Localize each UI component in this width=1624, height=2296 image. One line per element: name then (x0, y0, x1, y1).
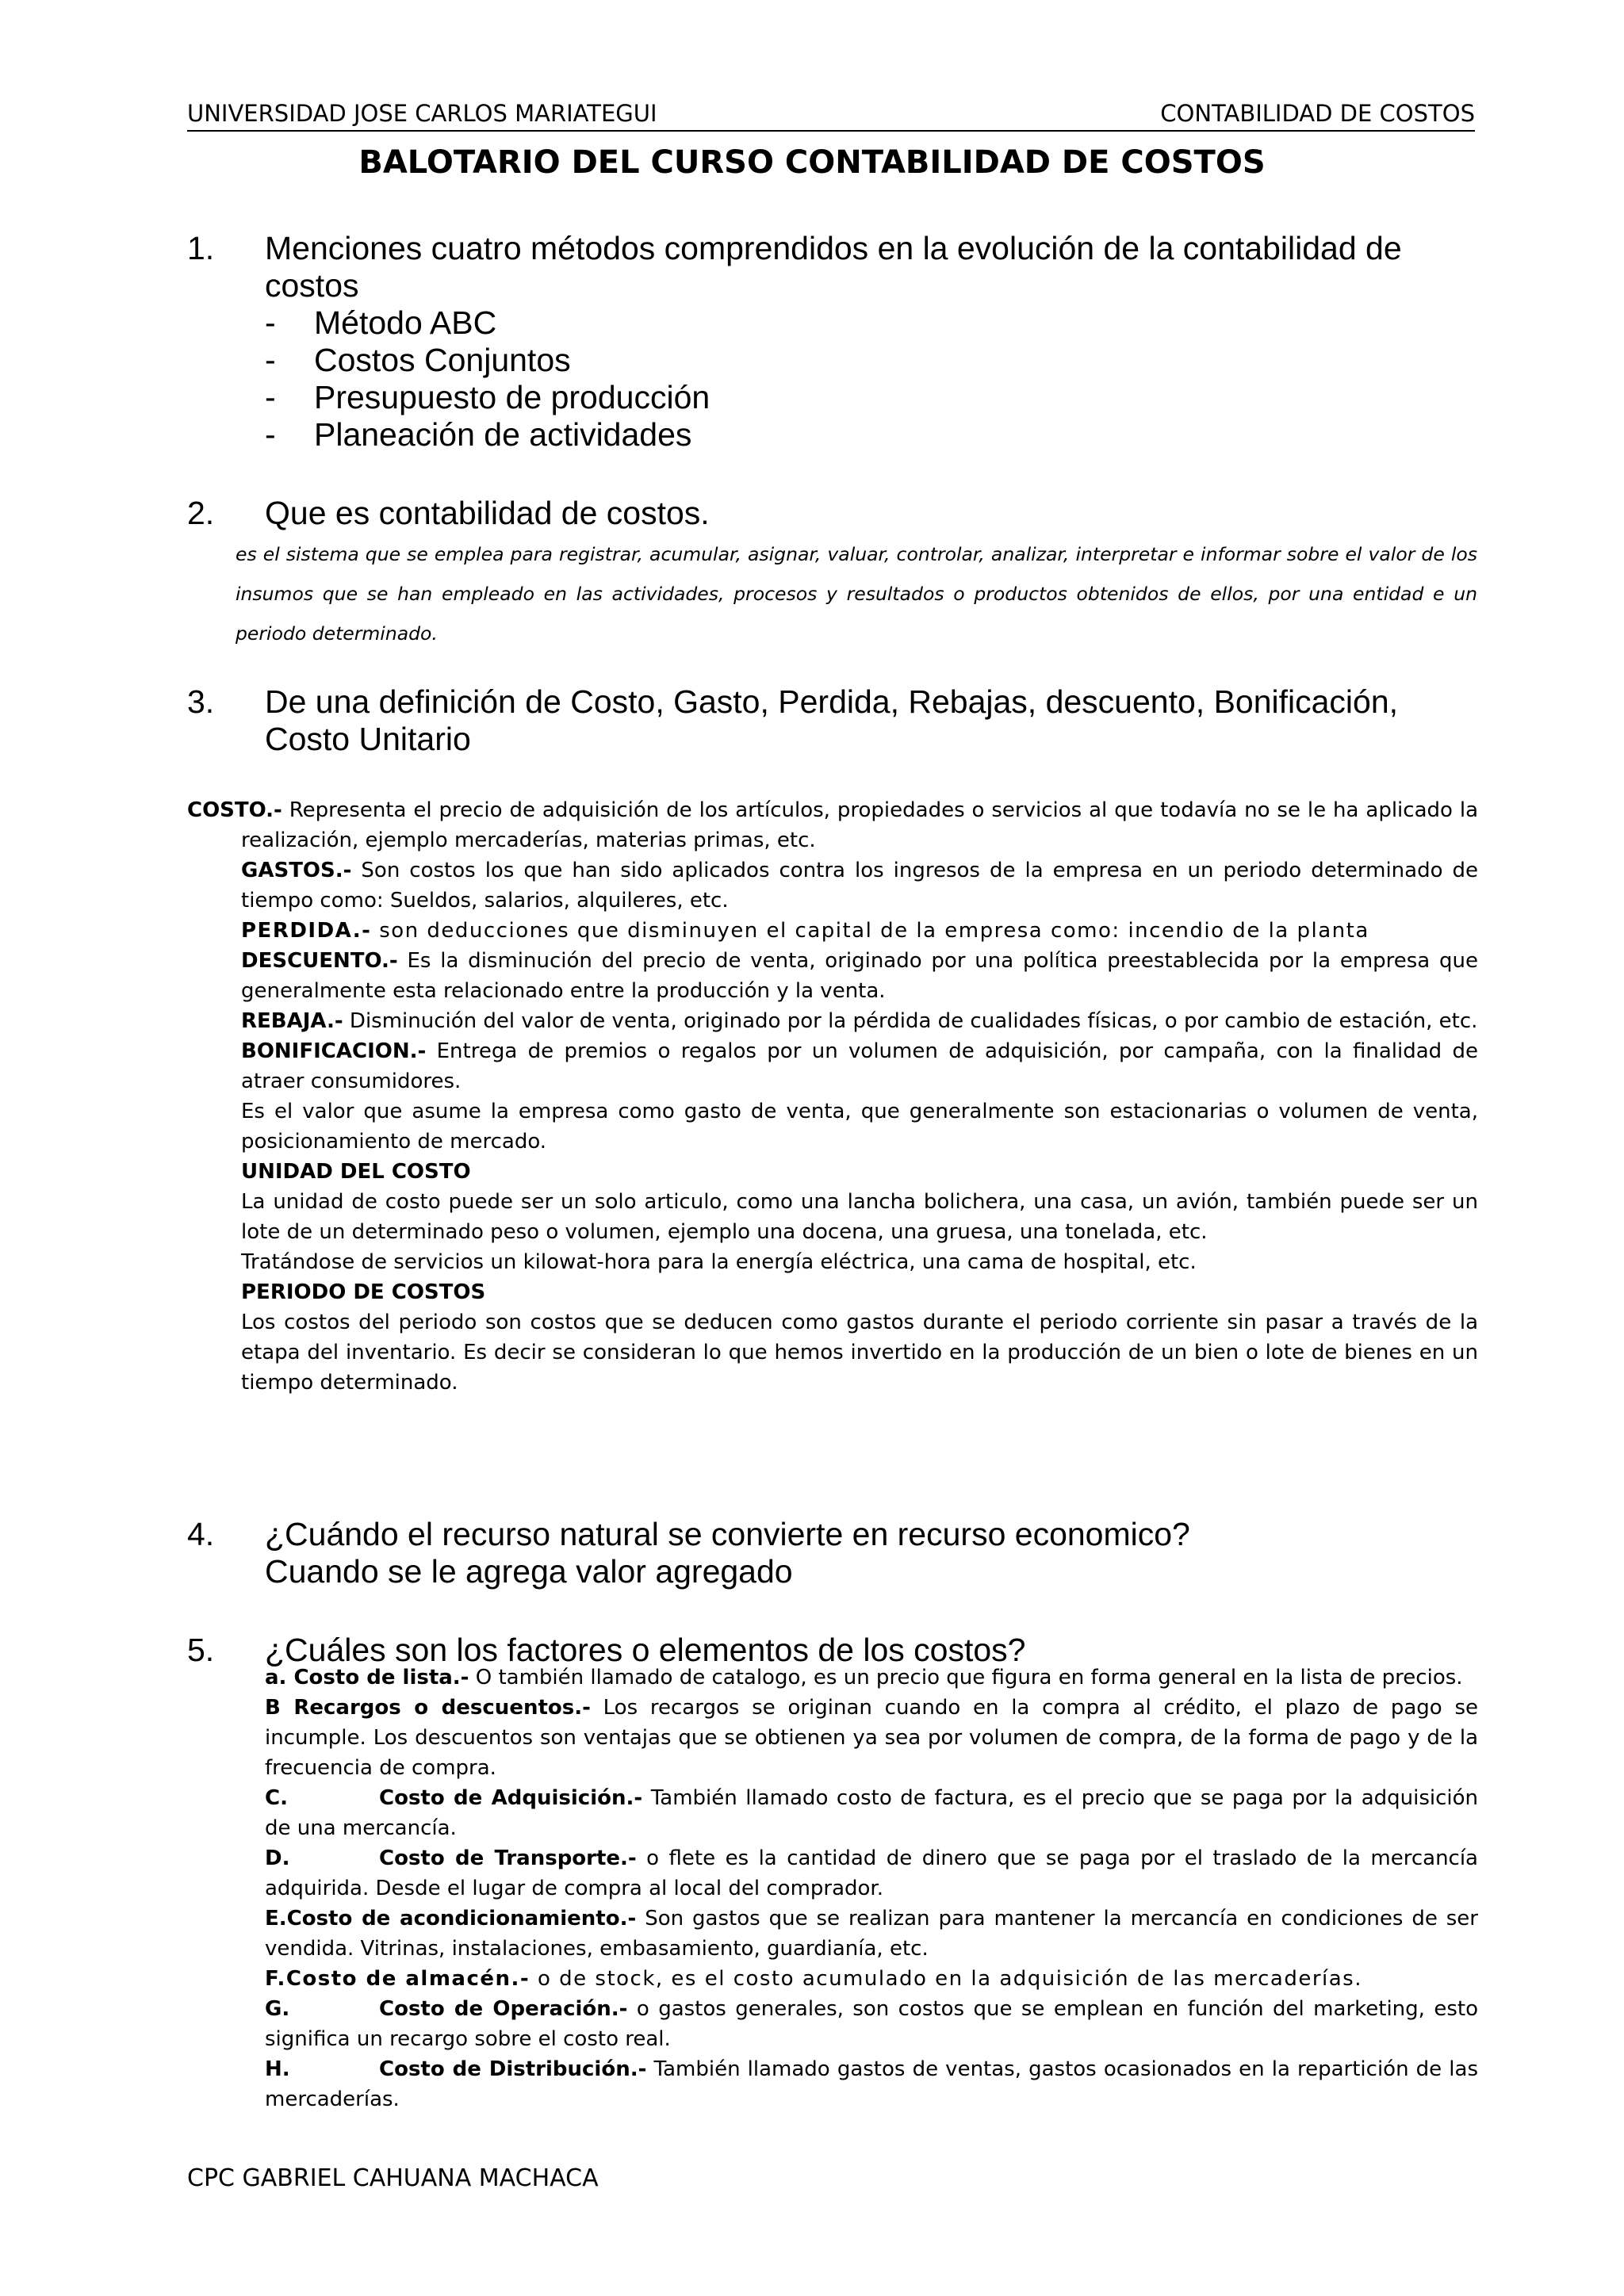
term-text: Son costos los que han sido aplicados contra los ingresos de la empresa en un periodo determinado de tiempo como: Sueldos, salarios, alquileres, etc. (241, 859, 1478, 913)
term-text: Los recargos se originan cuando en la compra al crédito, el plazo de pago se incumple. Los descuentos son ventajas que se obtienen ya sea por volumen de compra, de la forma de pago y de la frecuencia de compra. (265, 1696, 1478, 1780)
term-label: Costo de Transporte.- (379, 1846, 637, 1870)
list-item: Presupuesto de producción (314, 379, 710, 415)
factor-a (265, 1663, 1478, 1693)
factor-f (265, 1964, 1478, 1994)
factor-d (265, 1843, 1478, 1904)
list-item: Método ABC (314, 304, 497, 341)
factor-h (265, 2054, 1478, 2114)
factor-g (265, 1994, 1478, 2054)
answer-4: Cuando se le agrega valor agregado (265, 1553, 793, 1590)
term-label: PERDIDA.- (241, 919, 372, 943)
term-text: o gastos generales, son costos que se emplean en función del marketing, esto significa un recargo sobre el costo real. (265, 1997, 1478, 2051)
term-label: F.Costo de almacén.- (265, 1967, 530, 1991)
definition-costo (187, 795, 1478, 855)
question-text: ¿Cuáles son los factores o elementos de los costos? (265, 1632, 1026, 1668)
page-title: BALOTARIO DEL CURSO CONTABILIDAD DE COSTOS (358, 144, 1266, 181)
answer-2: es el sistema que se emplea para registrar, acumular, asignar, valuar, controlar, analizar, interpretar e informar sobre el valor de los insumos que se han empleado en las actividades, procesos y resultados o productos obtenidos de ellos, por una entidad e un periodo determinado. (236, 543, 1477, 645)
term-text: También llamado gastos de ventas, gastos ocasionados en la repartición de las mercaderías. (265, 2057, 1478, 2111)
term-letter: D. (265, 1846, 290, 1870)
term-label: Costo de Adquisición.- (379, 1786, 643, 1810)
term-text: son deducciones que disminuyen el capital de la empresa como: incendio de la planta (371, 919, 1369, 943)
question-number: 5. (187, 1632, 215, 1668)
factor-e (265, 1904, 1478, 1964)
bonificacion-detail: Es el valor que asume la empresa como gasto de venta, que generalmente son estacionarias o volumen de venta, posicionamiento de mercado. (241, 1100, 1478, 1154)
question-4 (0, 1516, 1624, 1595)
term-label: BONIFICACION.- (241, 1039, 427, 1063)
term-label: REBAJA.- (241, 1009, 343, 1033)
term-label: E.Costo de acondicionamiento.- (265, 1907, 637, 1931)
term-letter: C. (265, 1786, 288, 1810)
definition-bonificacion (241, 1036, 1478, 1096)
unidad-text: La unidad de costo puede ser un solo articulo, como una lancha bolichera, una casa, un avión, también puede ser un lote de un determinado peso o volumen, ejemplo una docena, una gruesa, una tonelada, etc. (241, 1190, 1478, 1244)
term-text: o de stock, es el costo acumulado en la adquisición de las mercaderías. (530, 1967, 1362, 1991)
definition-perdida (241, 916, 1478, 946)
question-text: Que es contabilidad de costos. (265, 495, 710, 531)
question-number: 4. (187, 1516, 215, 1552)
factor-b (265, 1693, 1478, 1783)
periodo-text: Los costos del periodo son costos que se deducen como gastos durante el periodo corriente sin pasar a través de la etapa del inventario. Es decir se consideran lo que hemos invertido en la producción de un bien o lote de bienes en un tiempo determinado. (241, 1311, 1478, 1395)
definition-gastos (241, 855, 1478, 916)
term-label: COSTO.- (187, 798, 282, 822)
question-number: 3. (187, 683, 215, 720)
term-label: Costo de Operación.- (379, 1997, 628, 2021)
term-letter: H. (265, 2057, 290, 2081)
definition-rebaja (241, 1006, 1478, 1036)
question-text-cont: Costo Unitario (265, 721, 471, 757)
term-label: DESCUENTO.- (241, 949, 398, 973)
term-text: O también llamado de catalogo, es un precio que figura en forma general en la lista de precios. (469, 1666, 1463, 1689)
question-number: 2. (187, 495, 215, 531)
list-item: Planeación de actividades (314, 416, 692, 453)
list-item: Costos Conjuntos (314, 342, 571, 378)
question-number: 1. (187, 230, 215, 266)
question-2 (0, 495, 1624, 534)
term-text: o flete es la cantidad de dinero que se paga por el traslado de la mercancía adquirida. Desde el lugar de compra al local del comprador. (265, 1846, 1478, 1900)
question-text: Menciones cuatro métodos comprendidos en la evolución de la contabilidad de (265, 230, 1402, 266)
term-label: Costo de Distribución.- (379, 2057, 647, 2081)
factor-c (265, 1783, 1478, 1843)
question-text: De una definición de Costo, Gasto, Perdida, Rebajas, descuento, Bonificación, (265, 683, 1399, 720)
term-text: Disminución del valor de venta, originado por la pérdida de cualidades físicas, o por cambio de estación, etc. (343, 1009, 1478, 1033)
term-text: Son gastos que se realizan para mantener la mercancía en condiciones de ser vendida. Vitrinas, instalaciones, embasamiento, guardianía, etc. (265, 1907, 1478, 1961)
term-text: Es la disminución del precio de venta, originado por una política preestablecida por la empresa que generalmente esta relacionado entre la producción y la venta. (241, 949, 1478, 1003)
term-text: También llamado costo de factura, es el precio que se paga por la adquisición de una mercancía. (265, 1786, 1479, 1840)
term-label: a. Costo de lista.- (265, 1666, 469, 1689)
term-label: B Recargos o descuentos.- (265, 1696, 591, 1720)
question-text-cont: costos (265, 267, 359, 304)
unidad-text-2: Tratándose de servicios un kilowat-hora para la energía eléctrica, una cama de hospital, etc. (241, 1250, 1197, 1274)
definition-descuento (241, 946, 1478, 1006)
question-3 (0, 683, 1624, 763)
term-text: Entrega de premios o regalos por un volumen de adquisición, por campaña, con la finalidad de atraer consumidores. (241, 1039, 1478, 1093)
term-label: GASTOS.- (241, 859, 352, 882)
header-university: UNIVERSIDAD JOSE CARLOS MARIATEGUI (187, 100, 657, 127)
page-header (187, 95, 1475, 132)
term-text: Representa el precio de adquisición de los artículos, propiedades o servicios al que todavía no se le ha aplicado la realización, ejemplo mercaderías, materias primas, etc. (241, 798, 1478, 852)
header-course: CONTABILIDAD DE COSTOS (1160, 100, 1475, 127)
question-1: 1. Menciones cuatro métodos comprendidos en la evolución de la contabilidad de costos - Método ABC - Costos Conjuntos - Presupuesto de producción - Planeación de actividades (0, 230, 1624, 468)
page-footer: CPC GABRIEL CAHUANA MACHACA (187, 2164, 599, 2192)
question-text: ¿Cuándo el recurso natural se convierte en recurso economico? (265, 1516, 1190, 1552)
term-letter: G. (265, 1997, 290, 2021)
periodo-heading: PERIODO DE COSTOS (241, 1280, 486, 1304)
unidad-heading: UNIDAD DEL COSTO (241, 1160, 471, 1184)
